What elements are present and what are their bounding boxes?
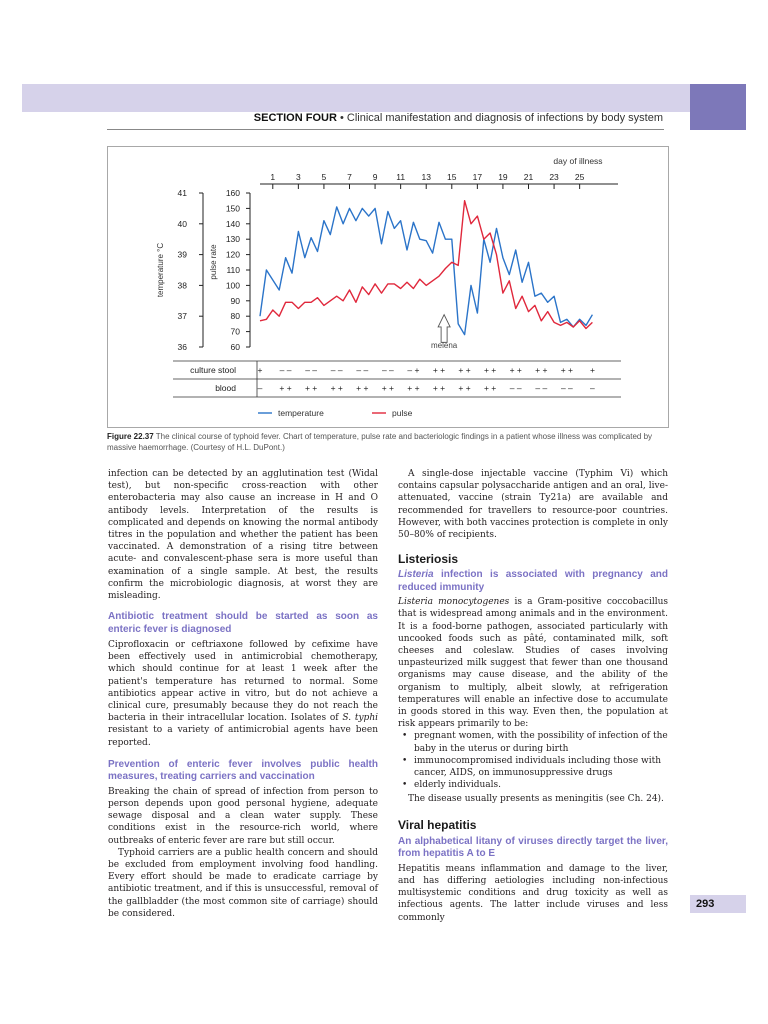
paragraph: The disease usually presents as meningitis (see Ch. 24). (408, 794, 664, 805)
heading-viral-hepatitis: Viral hepatitis (398, 817, 477, 832)
left-column (108, 468, 378, 920)
legend-temperature-label: temperature (278, 408, 324, 418)
x-tick-label: 3 (295, 172, 301, 182)
row-cell: – – (330, 365, 343, 375)
risk-list (398, 730, 668, 791)
pulse-tick-label: 80 (230, 311, 240, 322)
row-label: blood (215, 383, 236, 393)
list-item: • elderly individuals. (414, 779, 668, 791)
temperature-tick-label: 36 (177, 342, 187, 352)
x-axis-title: day of illness (553, 156, 603, 166)
row-cell: + (589, 365, 595, 375)
list-item: • immunocompromised individuals including those with cancer, AIDS, on immunosuppressive drugs (414, 755, 668, 779)
temperature-tick-label: 39 (177, 249, 187, 260)
row-cell: – (257, 383, 263, 393)
row-cell: + + (279, 383, 292, 393)
row-cell: – – (560, 383, 573, 393)
row-cell: + + (432, 383, 446, 393)
x-tick-label: 19 (498, 172, 508, 182)
pulse-tick-label: 90 (230, 295, 240, 306)
row-cell: + + (560, 365, 574, 375)
row-cell: – – (305, 365, 318, 375)
row-cell: – – (381, 365, 394, 375)
x-tick-label: 1 (270, 172, 276, 182)
subheading-antibiotic: Antibiotic treatment should be started as soon as enteric fever is diagnosed (108, 611, 378, 635)
row-cell: + + (356, 383, 369, 393)
pulse-tick-label: 70 (230, 326, 240, 337)
pulse-tick-label: 110 (226, 265, 240, 275)
melena-label: melena (430, 341, 458, 350)
figure-caption-text: The clinical course of typhoid fever. Chart of temperature, pulse rate and bacteriologic findings in a patient whose illness was complicated by massive haemorrhage. (Courtesy of H.L. DuPont.) (107, 432, 653, 452)
row-cell: + + (304, 383, 318, 393)
row-cell: + (257, 365, 263, 375)
row-cell: + + (458, 383, 471, 393)
paragraph: A single-dose injectable vaccine (Typhim Vi) which contains capsular polysaccharide antigen and an oral, live-attenuated, vaccine (strain Ty21a) are available and recommended for travellers to resource-poor countries. However, with both vaccines protection is complete in only 50–80% of recipients. (398, 469, 668, 541)
x-tick-label: 25 (574, 172, 585, 182)
paragraph: Ciprofloxacin or ceftriaxone followed by cefixime have been effectively used in antimicrobial chemotherapy, which should continue for at least 1 week after the patient's temperature has returned to normal. Some antibiotics appear active in vitro, but do not achieve a clinical cure, presumably because they do not reach the bacteria in their intracellular location. Isolates of S. typhi resistant to a variety of antimicrobial agents have been reported. (108, 640, 378, 748)
temperature-tick-label: 41 (177, 188, 187, 198)
pulse-tick-label: 120 (225, 249, 240, 260)
row-cell: – (590, 383, 595, 393)
pulse-tick-label: 160 (225, 188, 240, 198)
typhoid-chart (108, 147, 668, 427)
pulse-tick-label: 130 (225, 234, 240, 245)
subheading-hepatitis: An alphabetical litany of viruses directly target the liver, from hepatitis A to E (398, 835, 668, 860)
x-tick-label: 7 (347, 172, 352, 182)
temperature-tick-label: 40 (177, 218, 187, 229)
temperature-tick-label: 38 (177, 280, 187, 291)
x-tick-label: 23 (549, 172, 559, 182)
row-cell: + + (458, 365, 471, 375)
pulse-tick-label: 150 (225, 203, 240, 214)
row-cell: – – (279, 365, 292, 375)
figure-label: Figure 22.37 (107, 432, 154, 441)
right-column (398, 468, 668, 924)
x-tick-label: 13 (421, 172, 431, 182)
x-tick-label: 15 (447, 172, 457, 182)
pulse-tick-label: 140 (225, 218, 240, 229)
temperature-series-line (260, 207, 592, 335)
row-cell: + + (483, 383, 497, 393)
section-label: SECTION FOUR (253, 112, 337, 124)
subheading-prevention: Prevention of enteric fever involves public health measures, treating carriers and vaccination (108, 758, 378, 783)
row-cell: + + (381, 383, 395, 393)
paragraph: Hepatitis means inflammation and damage to the liver, and has differing aetiologies including non-infectious multisystemic conditions and drug toxicity as well as infectious agents. The latter include viruses and less commonly (398, 863, 668, 923)
x-tick-label: 9 (372, 172, 378, 182)
section-tab (690, 84, 746, 130)
x-tick-label: 5 (321, 172, 327, 182)
row-label: culture stool (190, 365, 236, 375)
figure-caption (107, 432, 667, 453)
row-cell: + + (535, 365, 548, 375)
paragraph: Typhoid carriers are a public health concern and should be excluded from employment involving food handling. Every effort should be made to eradicate carriage by antibiotic treatment, and if this is unsuccessful, removal of the gallbladder (the most common site of carriage) should be considered. (108, 847, 378, 919)
pulse-series-line (260, 201, 592, 329)
x-tick-label: 21 (523, 172, 534, 182)
row-cell: – – (356, 365, 369, 375)
row-cell: – + (407, 365, 420, 375)
pulse-tick-label: 100 (225, 280, 240, 291)
row-cell: + + (432, 365, 446, 375)
figure-box (107, 146, 669, 428)
x-tick-label: 17 (472, 172, 483, 182)
melena-arrow (438, 315, 450, 343)
row-cell: + + (483, 365, 497, 375)
heading-listeriosis: Listeriosis (398, 552, 459, 567)
running-header: SECTION FOUR • Clinical manifestation and diagnosis of infections by body system (253, 112, 663, 124)
temperature-tick-label: 37 (177, 311, 187, 322)
paragraph: Breaking the chain of spread of infection from person to person depends upon good personal hygiene, adequate sewage disposal and a clean water supply. These conditions exist in the resource-rich world, where outbreaks of enteric fever are rare but still occur. (108, 786, 378, 846)
row-cell: – – (509, 383, 522, 393)
paragraph: infection can be detected by an agglutination test (Widal test), but non-specific cross-reaction with other enterobacteria may also cause an increase in H and O antibody levels. Interpretation of the results is complicated and depends on knowing the normal antibody titres in the population and whether the patient has been vaccinated. A demonstration of a rising titre between acute- and convalescent-phase sera is more useful than examination of a single sample. At best, the results confirm the microbiologic diagnosis, at worst they are misleading. (108, 469, 378, 602)
x-tick-label: 11 (396, 172, 406, 182)
row-cell: + + (509, 365, 522, 375)
section-title: Clinical manifestation and diagnosis of infections by body system (346, 112, 663, 124)
page-number: 293 (690, 895, 746, 913)
pulse-tick-label: 60 (230, 342, 240, 352)
temperature-axis-title: temperature °C (156, 242, 165, 298)
pulse-axis-title: pulse rate (209, 244, 218, 280)
header-rule (107, 129, 664, 130)
list-item: • pregnant women, with the possibility of infection of the baby in the uterus or during birth (414, 730, 668, 754)
subheading-listeria: Listeria infection is associated with pregnancy and reduced immunity (398, 569, 668, 593)
paragraph: Listeria monocytogenes is a Gram-positive coccobacillus that is widespread among animals and in the environment. It is a food-borne pathogen, associated particularly with uncooked foods such as pâté, contaminated milk, soft cheeses and coleslaw. Studies of cases involving unpasteurized milk suggest that fewer than one thousand organisms may cause disease, and the ability of the organism to multiply, albeit slowly, at refrigeration temperatures will enable an infective dose to accumulate in goods stored in this way. Even then, the population at risk appears primarily to be: (398, 597, 669, 730)
legend-pulse-label: pulse (392, 408, 413, 418)
row-cell: + + (407, 383, 420, 393)
row-cell: – – (535, 383, 548, 393)
row-cell: + + (330, 383, 343, 393)
header-band (22, 84, 746, 112)
